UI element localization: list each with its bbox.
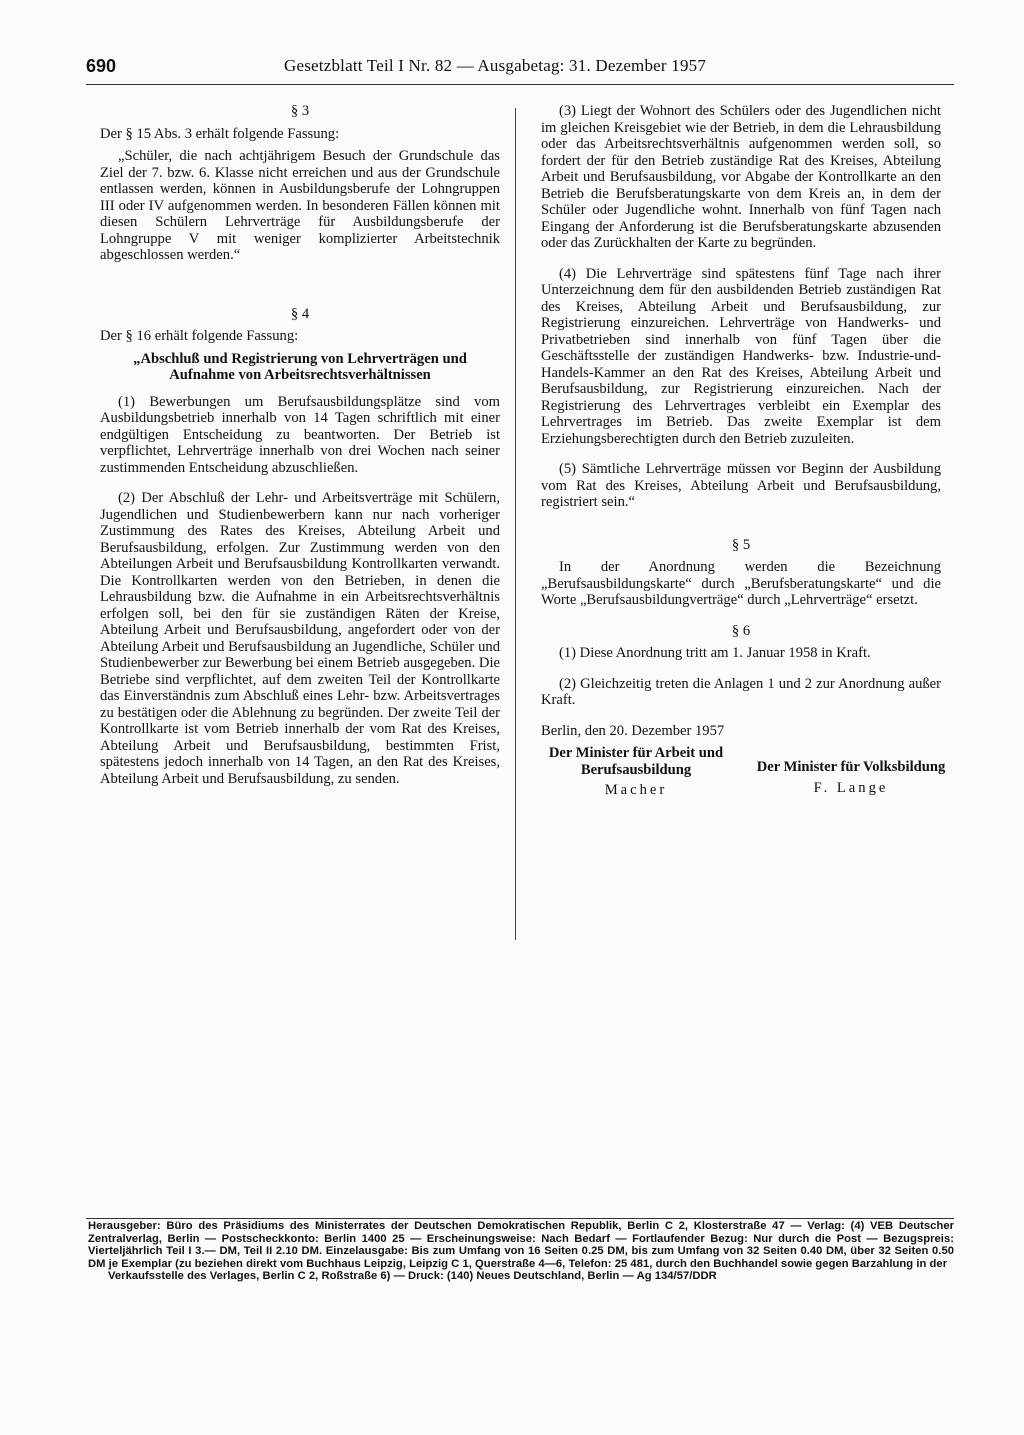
paragraph-3: (3) Liegt der Wohnort des Schülers oder des Jugendlichen nicht im gleichen Kreisgebiet wie der Betrieb, in dem die Lehrausbildung oder das Arbeitsrechtsverhältnis aufgenommen werden soll, so fordert der für den Betrieb zuständige Rat des Kreises, Abteilung Arbeit und Berufsausbildung, vor Abgabe der Kontrollkarte an den Betrieb die Berufsberatungskarte von dem Kreis an, in dem der Schüler oder Jugendliche wohnt. Innerhalb von fünf Tagen nach Eingang der Anforderung ist die Berufsberatungskarte abzusenden oder das Zurückhalten der Karte zu begründen.: [541, 103, 941, 251]
signature-right-name: F. Lange: [813, 779, 889, 796]
imprint-text: Herausgeber: Büro des Präsidiums des Ministerrates der Deutschen Demokratischen Republik, Berlin C 2, Klosterstraße 47 — Verlag: (4) VEB Deutscher Zentralverlag, Berlin — Postscheckkonto: Berlin 1400 25 — Erscheinungsweise: Nach Bedarf — Fortlaufender Bezug: Nur durch die Post — Bezugspreis: Vierteljährlich Teil I 3.— DM, Teil II 2.10 DM. Einzelausgabe: Bis zum Umfang von 16 Seiten 0.25 DM, bis zum Umfang von 32 Seiten 0.40 DM, über 32 Seiten 0.50 DM je Exemplar (zu beziehen direkt vom Buchhaus Leipzig, Leipzig C 1, Querstraße 4—6, Telefon: 25 481, durch den Buchhandel sowie gegen Barzahlung in der: [88, 1220, 954, 1270]
imprint-footer: [88, 1220, 954, 1283]
paragraph-2: (2) Der Abschluß der Lehr- und Arbeitsverträge mit Schülern, Jugendlichen und Studienbewerbern kann nur nach vorheriger Zustimmung des Rates des Kreises, Abteilung Arbeit und Berufsausbildung, erfolgen. Zur Zustimmung werden von den Abteilungen Arbeit und Berufsausbildung Kontrollkarten verwandt. Die Kontrollkarten werden von den Betrieben, in denen die Lehrausbildung bzw. die Aufnahme in ein Arbeitsrechtsverhältnis erfolgen soll, bei den für sie zuständigen Räten der Kreise, Abteilung Arbeit und Berufsausbildung, angefordert oder von der Abteilung Arbeit und Berufsausbildung an Jugendliche, Schüler und Studienbewerber zur Bewerbung bei einem Betrieb ausgegeben. Die Betriebe sind verpflichtet, auf dem zweiten Teil der Kontrollkarte das Einverständnis zum Abschluß eines Lehr- bzw. Arbeitsvertrages zu bestätigen oder die Ablehnung zu begründen. Der zweite Teil der Kontrollkarte ist vom Betrieb innerhalb der vom Rat des Kreises, Abteilung Arbeit und Berufsausbildung, bestimmten Frist, spätestens jedoch innerhalb von 14 Tagen, an den Rat des Kreises, Abteilung Arbeit und Berufsausbildung, zu senden.: [100, 490, 500, 787]
section-5-heading: § 5: [731, 536, 751, 553]
imprint-last-line: Verkaufsstelle des Verlages, Berlin C 2, Roßstraße 6) — Druck: (140) Neues Deutschland, Berlin — Ag 134/57/DDR: [108, 1270, 717, 1283]
paragraph-1: (1) Bewerbungen um Berufsausbildungsplätze sind vom Ausbildungsbetrieb innerhalb von 14 Tagen schriftlich mit einer endgültigen Entscheidung zu beantworten. Der Betrieb ist verpflichtet, Lehrverträge innerhalb von drei Wochen nach seiner zustimmenden Entscheidung abzuschließen.: [100, 393, 500, 476]
signature-left: [541, 745, 731, 799]
page-number: 690: [86, 56, 117, 76]
section-6-paragraph-2: (2) Gleichzeitig treten die Anlagen 1 und 2 zur Anordnung außer Kraft.: [541, 675, 941, 708]
column-divider: [515, 108, 516, 940]
running-title: Gesetzblatt Teil I Nr. 82 — Ausgabetag: 31. Dezember 1957: [284, 56, 707, 75]
right-column: [541, 103, 946, 825]
section-3-quote: „Schüler, die nach achtjährigem Besuch der Grundschule das Ziel der 7. bzw. 6. Klasse nicht erreichen und aus der Grundschule entlassen werden, können in Ausbildungsberufe der Lohngruppen III oder IV aufgenommen werden. In besonderen Fällen können mit diesen Schülern Lehrverträge für Ausbildungsberufe der Lohngruppe V mit weniger komplizierter Arbeitstechnik abgeschlossen werden.“: [100, 148, 500, 263]
footer-rule: [86, 1218, 954, 1219]
signature-left-name: Macher: [604, 782, 668, 798]
section-3-heading: § 3: [290, 103, 310, 119]
section-3-intro: Der § 15 Abs. 3 erhält folgende Fassung:: [100, 125, 340, 142]
section-4-title: „Abschluß und Registrierung von Lehrverträgen und Aufnahme von Arbeitsrechtsverhältnissen: [133, 350, 467, 383]
section-5-text: In der Anordnung werden die Bezeichnung „Berufsausbildungskarte“ durch „Berufsberatungskarte“ und die Worte „Berufsausbildungverträge“ durch „Lehrverträge“ ersetzt.: [541, 559, 941, 608]
left-column: [100, 103, 500, 801]
section-6-paragraph-1: (1) Diese Anordnung tritt am 1. Januar 1958 in Kraft.: [559, 645, 871, 661]
section-4-heading: § 4: [290, 305, 310, 322]
paragraph-5: (5) Sämtliche Lehrverträge müssen vor Beginn der Ausbildung vom Rat des Kreises, Abteilung Arbeit und Berufsausbildung, registriert sein.“: [541, 461, 941, 510]
place-date: Berlin, den 20. Dezember 1957: [541, 722, 725, 739]
section-4-intro: Der § 16 erhält folgende Fassung:: [100, 328, 299, 344]
signature-block: [541, 745, 946, 825]
signature-right: [751, 759, 951, 796]
page-header: [86, 56, 956, 84]
signature-right-title: Der Minister für Volksbildung: [756, 759, 946, 775]
paragraph-4: (4) Die Lehrverträge sind spätestens fünf Tage nach ihrer Unterzeichnung dem für den ausbildenden Betrieb zuständigen Rat des Kreises, Abteilung Arbeit und Berufsausbildung, zur Registrierung einzureichen. Lehrverträge von Handwerks- und Privatbetrieben sind innerhalb von fünf Tagen über die Geschäftsstelle der zuständigen Handwerks- bzw. Industrie-und-Handels-Kammer an den Rat des Kreises, Abteilung Arbeit und Berufsausbildung, zur Registrierung einzureichen. Nach der Registrierung des Lehrvertrages verbleibt ein Exemplar des Lehrvertrages im Betrieb. Das zweite Exemplar ist dem Erziehungsberechtigten durch den Betrieb zuzuleiten.: [541, 265, 941, 447]
header-rule: [86, 84, 954, 85]
section-6-heading: § 6: [731, 622, 751, 639]
signature-left-title: Der Minister für Arbeit und Berufsausbildung: [548, 745, 724, 778]
